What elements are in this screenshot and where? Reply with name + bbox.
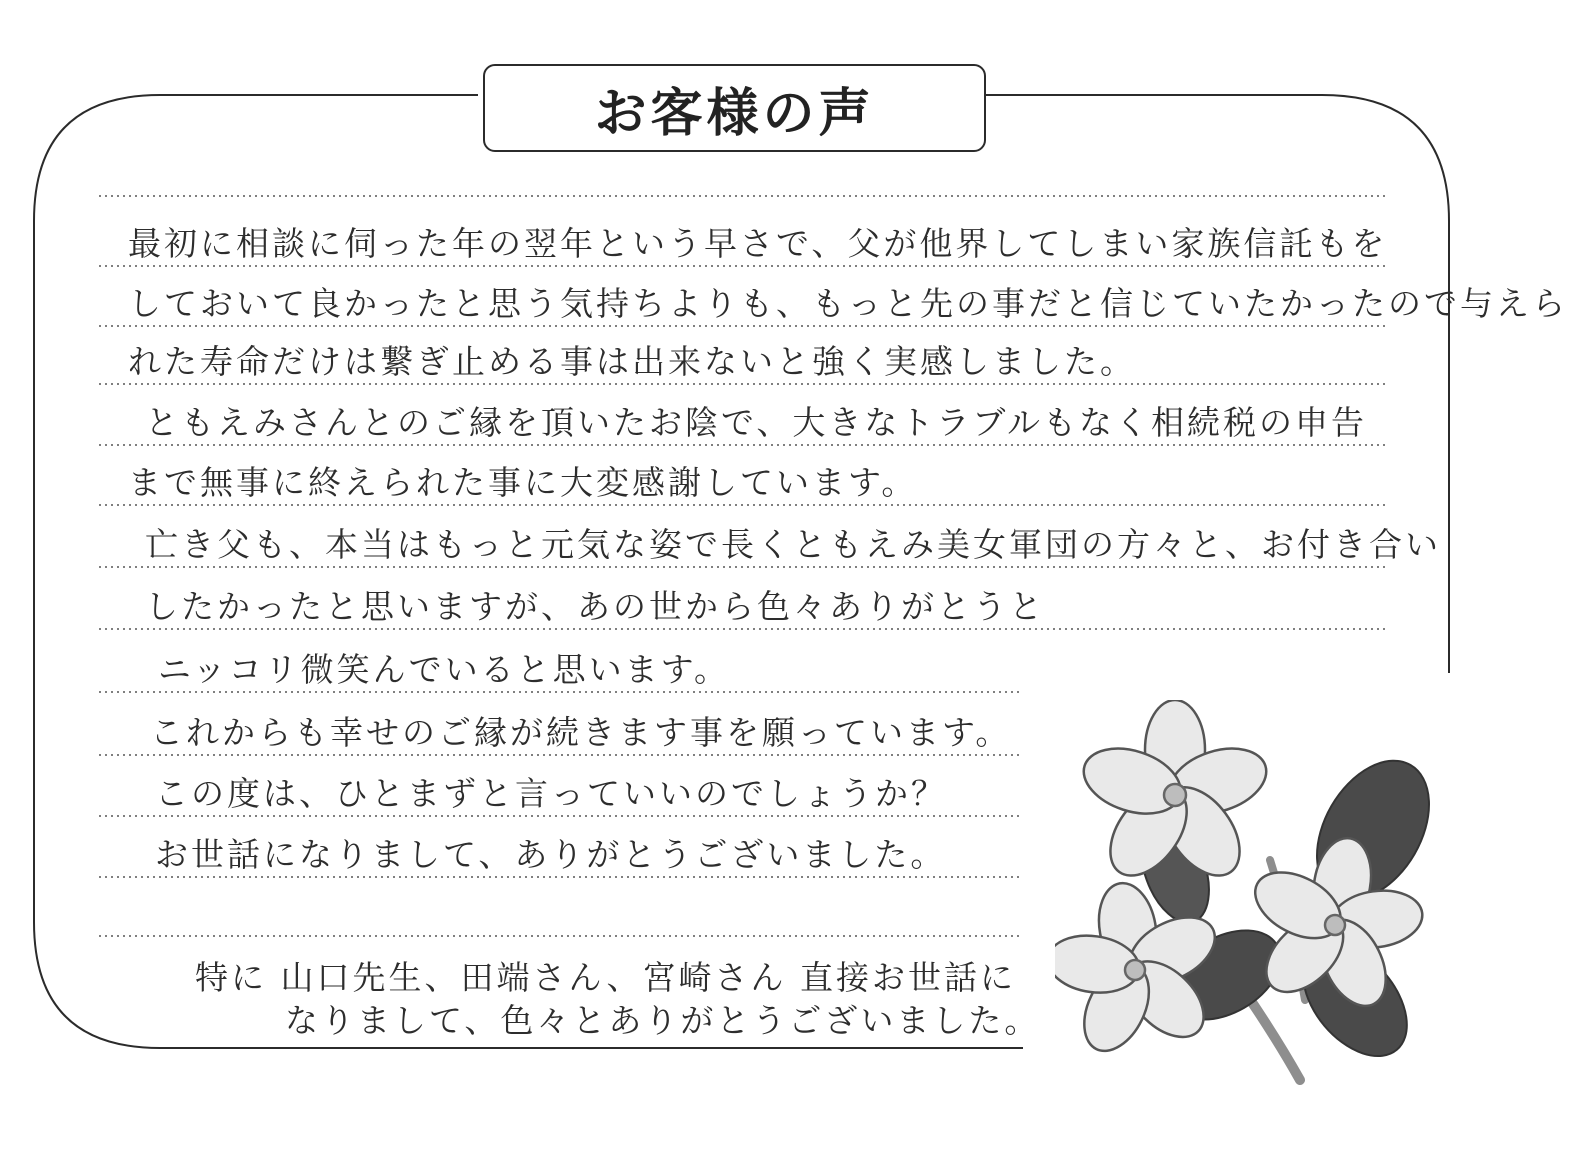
- body-line: しておいて良かったと思う気持ちよりも、もっと先の事だと信じていたかったので与えら: [128, 284, 1568, 323]
- body-line: ニッコリ微笑んでいると思います。: [158, 650, 731, 689]
- body-line: 亡き父も、本当はもっと元気な姿で長くともえみ美女軍団の方々と、お付き合い: [145, 525, 1441, 564]
- body-line: これからも幸せのご縁が続きます事を願っています。: [150, 713, 1012, 752]
- body-line: ともえみさんとのご縁を頂いたお陰で、大きなトラブルもなく相続税の申告: [145, 403, 1368, 442]
- body-line: この度は、ひとまずと言っていいのでしょうか？: [155, 774, 947, 813]
- body-line: したかったと思いますが、あの世から色々ありがとうと: [145, 587, 1045, 626]
- body-line: まで無事に終えられた事に大変感謝しています。: [128, 463, 918, 502]
- body-line: れた寿命だけは繋ぎ止める事は出来ないと強く実感しました。: [128, 342, 1136, 381]
- flower-illustration: [1055, 700, 1455, 1090]
- body-line: お世話になりまして、ありがとうございました。: [155, 835, 947, 874]
- page-title: お客様の声: [594, 83, 875, 144]
- postscript-line: 特に 山口先生、田端さん、宮崎さん 直接お世話に: [195, 958, 1016, 997]
- postscript-line: なりまして、色々とありがとうございました。: [285, 1001, 1041, 1040]
- title-box: [483, 64, 986, 152]
- body-line: 最初に相談に伺った年の翌年という早さで、父が他界してしまい家族信託もを: [128, 224, 1388, 263]
